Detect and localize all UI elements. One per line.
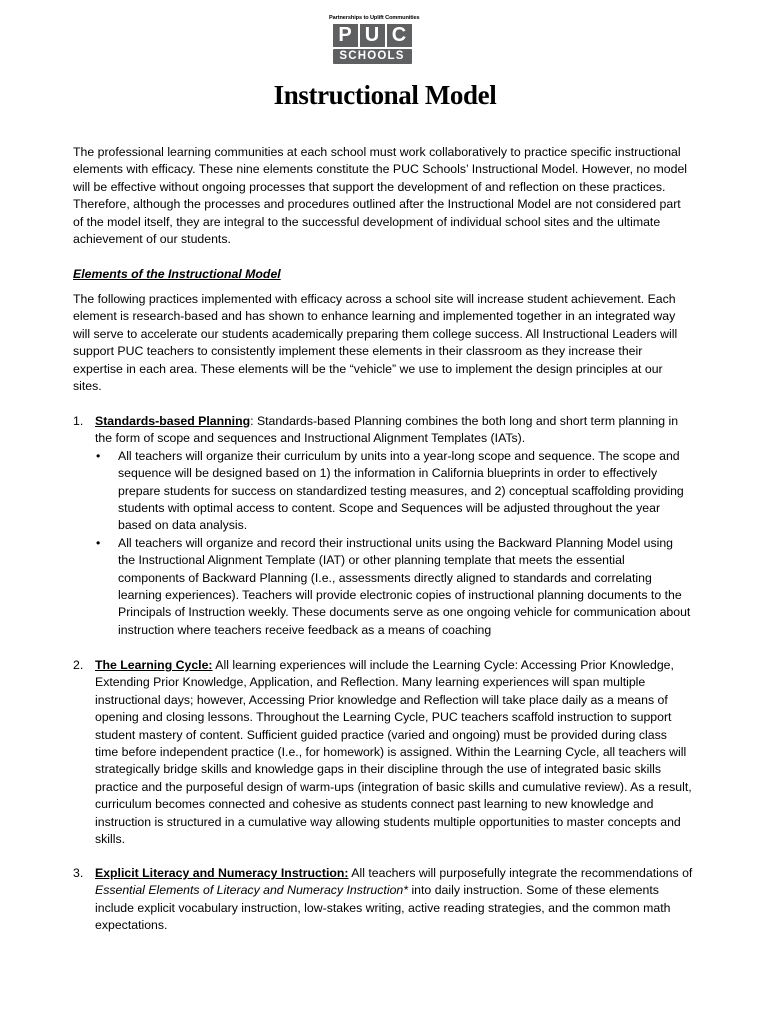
logo-schools-banner: SCHOOLS: [333, 49, 412, 64]
bullet-item: [95, 448, 693, 535]
item-label: The Learning Cycle:: [95, 658, 213, 672]
item-text: : Standards-based Planning combines the both long and short term planning in the form of scope and sequences and Instructional Alignment Templates (IATs).: [95, 414, 679, 446]
bullet-text: All teachers will organize and record their instructional units using the Backward Planning Model using the Instructional Alignment Template (IAT) or other planning template that meets the essential components of Backward Planning (I.e., assessments directly aligned to standards and correlating learning experiences). Teachers will provide electronic copies of instructional planning documents to the Principals of Instruction weekly. These documents serve as one ongoing vehicle for communication about instruction where teachers receive feedback as a means of coaching: [118, 535, 691, 637]
bullet-list: [95, 448, 693, 639]
puc-schools-logo: [329, 15, 420, 73]
logo-letter-boxes: [329, 24, 415, 47]
list-item-standards-based-planning: [73, 413, 693, 639]
item-body: [95, 413, 693, 639]
item-label: Explicit Literacy and Numeracy Instruction:: [95, 866, 349, 880]
page-title: Instructional Model: [273, 80, 497, 110]
item-body: [95, 657, 693, 848]
bullet-item: [95, 535, 693, 639]
item-number: 3.: [73, 866, 84, 880]
list-item-learning-cycle: [73, 657, 693, 848]
logo-letter-p: P: [333, 24, 358, 47]
item-label: Standards-based Planning: [95, 414, 251, 428]
item-body: [95, 865, 693, 935]
logo-tagline: Partnerships to Uplift Communities: [329, 15, 420, 21]
list-item-literacy-numeracy: [73, 865, 693, 935]
bullet-icon: •: [96, 448, 101, 463]
section-heading: Elements of the Instructional Model: [73, 267, 281, 281]
logo-letter-u: U: [360, 24, 385, 47]
item-number: 1.: [73, 414, 84, 428]
item-italic-text: Essential Elements of Literacy and Numeracy Instruction*: [95, 883, 409, 898]
item-text: All teachers will purposefully integrate the recommendations of: [348, 866, 693, 880]
elements-intro-paragraph: The following practices implemented with efficacy across a school site will increase student achievement. Each element is research-based and has shown to enhance learning and implemented together in an integrated way will serve to accelerate our students academically preparing them college success. All Instructional Leaders will support PUC teachers to consistently implement these elements in their classroom as they increase their expertise in each area. These elements will be the “vehicle” we use to implement the design principles at our sites.: [73, 292, 678, 394]
item-number: 2.: [73, 658, 84, 672]
intro-paragraph: The professional learning communities at each school must work collaboratively to practice specific instructional elements with efficacy. These nine elements constitute the PUC Schools’ Instructional Model. However, no model will be effective without ongoing processes that support the development of and reflection on these practices. Therefore, although the processes and procedures outlined after the Instructional Model are not considered part of the model itself, they are integral to the successful development of individual school sites and the ultimate achievement of our students.: [73, 145, 688, 247]
item-text-after: into daily instruction. Some of these elements include explicit vocabulary instruction, low-stakes writing, active reading strategies, and the common math expectations.: [95, 883, 671, 933]
item-text: All learning experiences will include the Learning Cycle: Accessing Prior Knowledge, Extending Prior Knowledge, Application, and Reflection. Many learning experiences will span multiple instructional days; however, Accessing Prior knowledge and Reflection will take place daily as a means of opening and closing lessons. Throughout the Learning Cycle, PUC teachers scaffold instruction to support student mastery of content. Sufficient guided practice (varied and ongoing) must be provided during class time before independent practice (I.e., for homework) is assigned. Within the Learning Cycle, all teachers will strategically bridge skills and knowledge gaps in their discipline through the use of integrated basic skills practice and the purposeful design of warm-ups (integration of basic skills and cumulative review). As a result, curriculum becomes connected and cohesive as students connect past learning to new knowledge and instruction is structured in a cumulative way allowing students multiple opportunities to master concepts and skills.: [95, 658, 692, 847]
logo-letter-c: C: [387, 24, 412, 47]
bullet-text: All teachers will organize their curriculum by units into a year-long scope and sequence. The scope and sequence will be designed based on 1) the information in California blueprints in order to effectively prepare students for success on standardized testing measures, and 2) conceptual scaffolding providing students with optimal access to content. Scope and Sequences will be adjusted throughout the year based on data analysis.: [118, 448, 684, 533]
bullet-icon: •: [96, 535, 101, 550]
